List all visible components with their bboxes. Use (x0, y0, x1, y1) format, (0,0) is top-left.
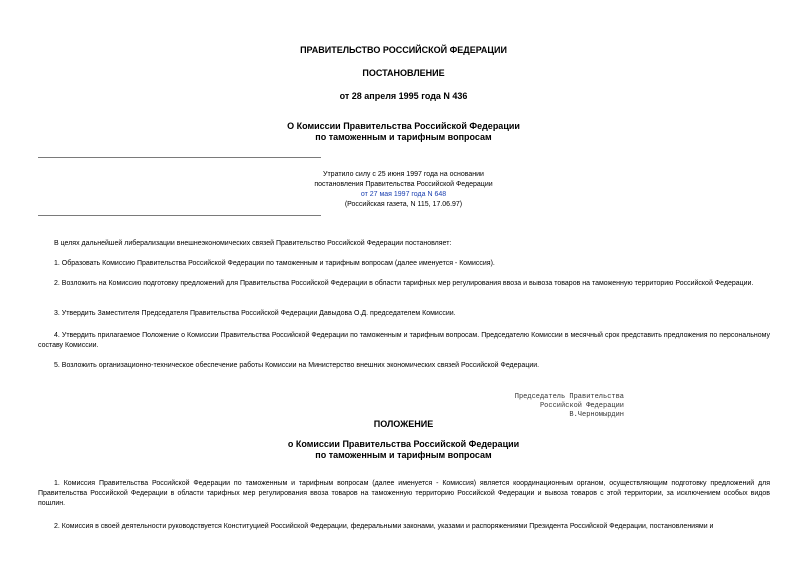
document-title-line-1: О Комиссии Правительства Российской Федерации (287, 121, 520, 131)
decree-item-2: 2. Возложить на Комиссию подготовку предложений для Правительства Российской Федерации в области тарифных мер регулирования ввоза и вывоза товаров на таможенную территорию Российской Федерации. (54, 280, 754, 287)
document-type-heading: ПОСТАНОВЛЕНИЕ (362, 68, 445, 78)
decree-item-5: 5. Возложить организационно-техническое обеспечение работы Комиссии на Министерство внешних экономических связей Российской Федерации. (54, 362, 540, 369)
bottom-divider (38, 215, 321, 216)
repeal-decree-link[interactable]: от 27 мая 1997 года N 648 (360, 191, 447, 198)
status-note-link-row (0, 190, 807, 200)
status-note-line-2: постановления Правительства Российской Федерации (314, 181, 493, 188)
regulation-item-2: 2. Комиссия в своей деятельности руководствуется Конституцией Российской Федерации, федеральными законами, указами и распоряжениями Президента Российской Федерации, постановлениями и (54, 523, 714, 530)
government-heading: ПРАВИТЕЛЬСТВО РОССИЙСКОЙ ФЕДЕРАЦИИ (300, 45, 507, 55)
signature-block (420, 393, 624, 420)
decree-item-4: 4. Утвердить прилагаемое Положение о Комиссии Правительства Российской Федерации по таможенным и тарифным вопросам. Председателю Комиссии в месячный срок представить предложения по персональному составу Комиссии. (38, 332, 770, 349)
status-note-line-1: Утратило силу с 25 июня 1997 года на основании (323, 171, 484, 178)
regulation-heading: ПОЛОЖЕНИЕ (373, 419, 434, 429)
regulation-item-1: 1. Комиссия Правительства Российской Федерации по таможенным и тарифным вопросам (далее именуется - Комиссия) является координационным органом, осуществляющим подготовку предложений для Правительства Российской Федерации в области тарифных мер регулирования ввоза товаров на таможенную территорию Российской Федерации и вывоза товаров с этой территории, за исключением особых видов пошлин. (38, 480, 770, 507)
document-date-number: от 28 апреля 1995 года N 436 (339, 91, 468, 101)
decree-item-3: 3. Утвердить Заместителя Председателя Правительства Российской Федерации Давыдова О.Д. председателем Комиссии. (54, 310, 456, 317)
regulation-title-line-1: о Комиссии Правительства Российской Федерации (287, 439, 520, 449)
decree-item-1: 1. Образовать Комиссию Правительства Российской Федерации по таможенным и тарифным вопросам (далее именуется - Комиссия). (54, 260, 495, 267)
document-title-line-2: по таможенным и тарифным вопросам (315, 132, 492, 142)
signature-line-1: Председатель Правительства (514, 393, 624, 401)
signature-line-2: Российской Федерации (539, 402, 624, 410)
intro-paragraph: В целях дальнейшей либерализации внешнеэкономических связей Правительство Российской Федерации постановляет: (54, 240, 452, 247)
top-divider (38, 157, 321, 158)
regulation-title-line-2: по таможенным и тарифным вопросам (315, 450, 492, 460)
status-note-source: (Российская газета, N 115, 17.06.97) (344, 201, 463, 208)
signature-line-3: В.Черномырдин (569, 411, 624, 419)
